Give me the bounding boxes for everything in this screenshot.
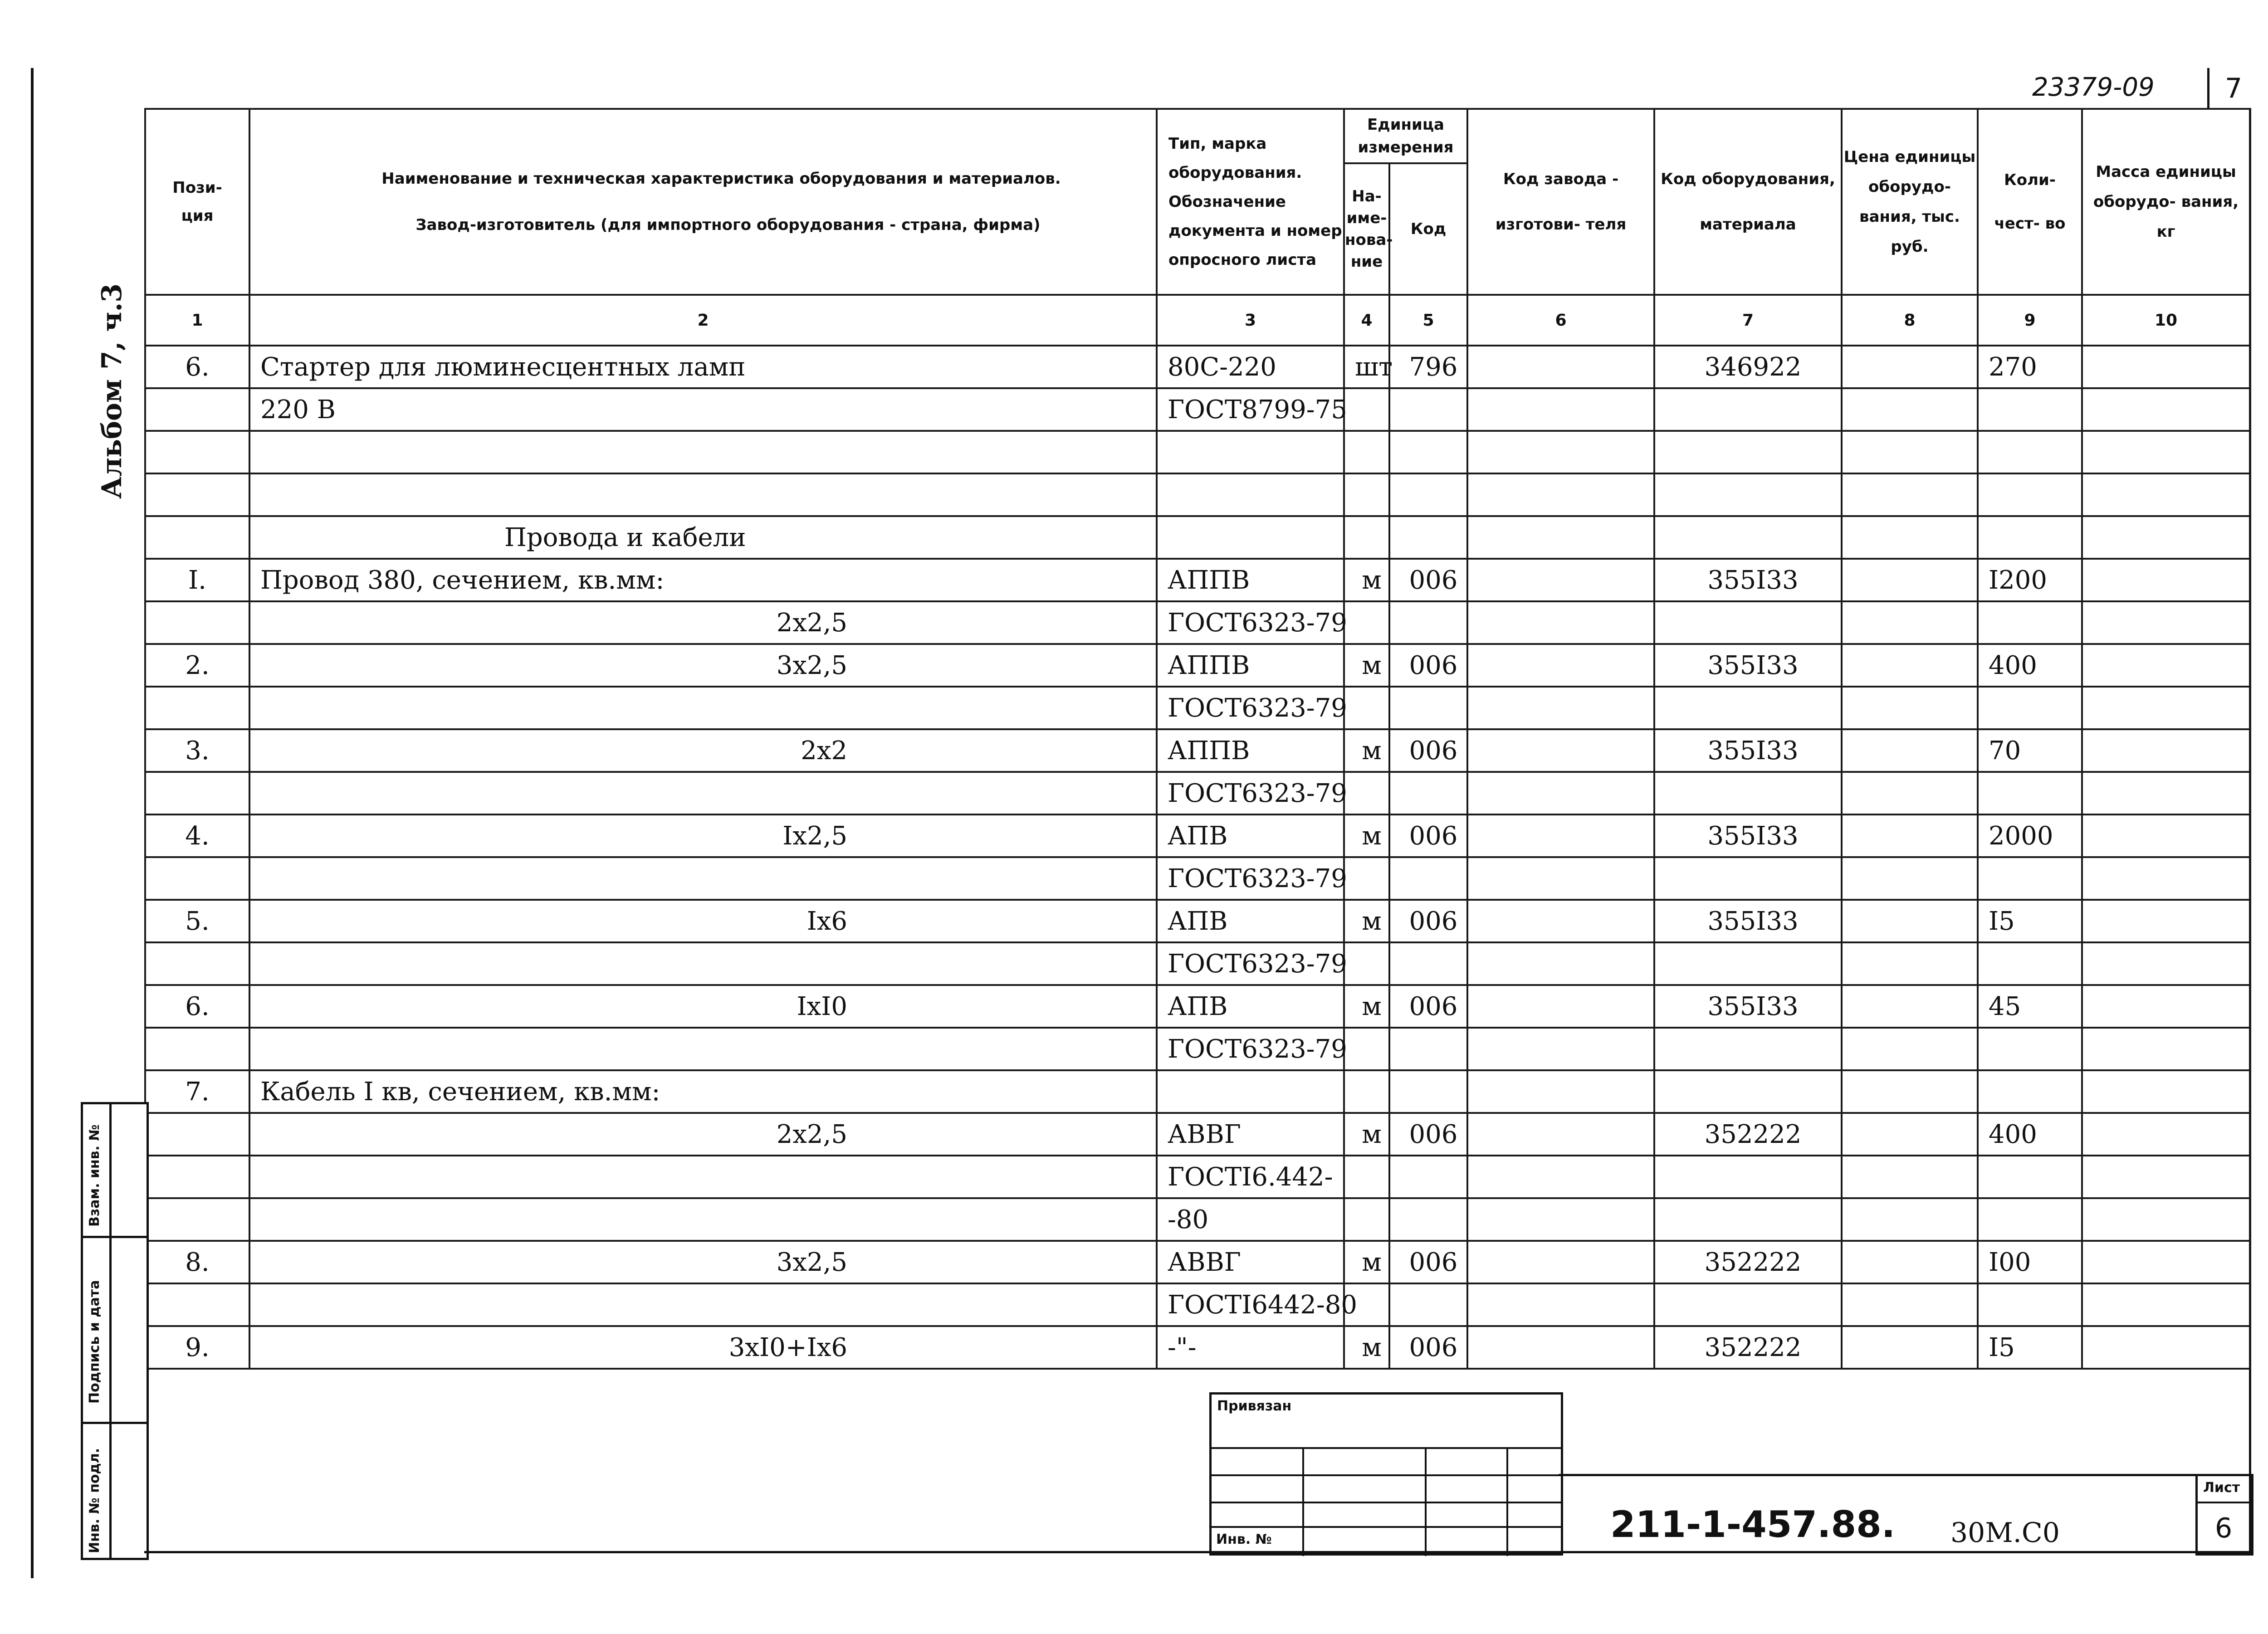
- row-name: 3хI0+Iх6: [249, 1326, 1157, 1369]
- row-position: [145, 601, 249, 644]
- top-right-divider: [2207, 68, 2209, 108]
- row-material-code: [1654, 1156, 1842, 1198]
- row-position: [145, 1113, 249, 1156]
- row-material-code: 355I33: [1654, 900, 1842, 942]
- table-row: [145, 729, 2250, 772]
- row-name: 2х2: [249, 729, 1157, 772]
- row-quantity: 2000: [1978, 815, 2082, 857]
- row-unit: м: [1344, 729, 1389, 772]
- row-price: [1842, 1113, 1978, 1156]
- header-mass: Масса единицы оборудо- вания, кг: [2082, 109, 2250, 295]
- row-quantity: [1978, 473, 2082, 516]
- row-mass: [2082, 1198, 2250, 1241]
- row-unit: м: [1344, 644, 1389, 687]
- row-unit: м: [1344, 815, 1389, 857]
- row-type: ГОСТ6323-79: [1157, 1028, 1344, 1070]
- row-material-code: 355I33: [1654, 985, 1842, 1028]
- row-price: [1842, 985, 1978, 1028]
- row-quantity: [1978, 388, 2082, 431]
- row-unit-code: [1389, 772, 1467, 815]
- row-factory-code: [1467, 1070, 1654, 1113]
- row-factory-code: [1467, 644, 1654, 687]
- row-material-code: [1654, 388, 1842, 431]
- row-type: АПВ: [1157, 900, 1344, 942]
- row-mass: [2082, 1156, 2250, 1198]
- row-factory-code: [1467, 346, 1654, 388]
- row-factory-code: [1467, 729, 1654, 772]
- row-position: 8.: [145, 1241, 249, 1283]
- table-row: [145, 473, 2250, 516]
- row-unit: [1344, 473, 1389, 516]
- row-unit: [1344, 1198, 1389, 1241]
- row-name: [249, 1028, 1157, 1070]
- row-price: [1842, 559, 1978, 601]
- row-unit-code: [1389, 601, 1467, 644]
- row-unit: [1344, 601, 1389, 644]
- row-unit: шт: [1344, 346, 1389, 388]
- row-unit-code: [1389, 687, 1467, 729]
- row-name: [249, 857, 1157, 900]
- doc-number-top: 23379-09: [2032, 73, 2155, 102]
- row-type: АППВ: [1157, 559, 1344, 601]
- table-row: [145, 900, 2250, 942]
- row-price: [1842, 601, 1978, 644]
- row-material-code: 355I33: [1654, 729, 1842, 772]
- row-position: 9.: [145, 1326, 249, 1369]
- row-position: 4.: [145, 815, 249, 857]
- row-unit: м: [1344, 985, 1389, 1028]
- row-type: ГОСТ8799-75: [1157, 388, 1344, 431]
- row-position: [145, 857, 249, 900]
- row-mass: [2082, 644, 2250, 687]
- row-position: 3.: [145, 729, 249, 772]
- row-position: 6.: [145, 985, 249, 1028]
- row-type: ГОСТ6323-79: [1157, 857, 1344, 900]
- header-unit: Единица измерения: [1344, 109, 1467, 163]
- row-quantity: [1978, 1283, 2082, 1326]
- row-name: [249, 1198, 1157, 1241]
- row-price: [1842, 644, 1978, 687]
- row-mass: [2082, 431, 2250, 473]
- row-quantity: 70: [1978, 729, 2082, 772]
- row-material-code: [1654, 1283, 1842, 1326]
- row-quantity: 400: [1978, 644, 2082, 687]
- bottom-frame-line: [144, 1551, 2251, 1553]
- table-row: [145, 1113, 2250, 1156]
- table-row: [145, 388, 2250, 431]
- row-quantity: [1978, 687, 2082, 729]
- row-material-code: 355I33: [1654, 559, 1842, 601]
- row-type: АВВГ: [1157, 1241, 1344, 1283]
- left-frame-line: [31, 68, 34, 1578]
- row-name: Iх2,5: [249, 815, 1157, 857]
- table-row: [145, 346, 2250, 388]
- row-type: 80С-220: [1157, 346, 1344, 388]
- row-unit: [1344, 516, 1389, 559]
- sheet-box: [2195, 1474, 2253, 1556]
- row-type: АПВ: [1157, 815, 1344, 857]
- row-factory-code: [1467, 601, 1654, 644]
- row-factory-code: [1467, 559, 1654, 601]
- row-mass: [2082, 729, 2250, 772]
- row-factory-code: [1467, 815, 1654, 857]
- row-quantity: [1978, 942, 2082, 985]
- row-name: Провода и кабели: [249, 516, 1157, 559]
- sheet-number: 6: [2215, 1512, 2233, 1544]
- row-material-code: 352222: [1654, 1113, 1842, 1156]
- table-row: [145, 1028, 2250, 1070]
- row-position: [145, 473, 249, 516]
- side-stamp-signature-date: Подпись и дата: [87, 1280, 103, 1404]
- row-name: IхI0: [249, 985, 1157, 1028]
- table-row: [145, 1326, 2250, 1369]
- row-mass: [2082, 1326, 2250, 1369]
- row-type: АППВ: [1157, 729, 1344, 772]
- row-unit-code: 006: [1389, 985, 1467, 1028]
- row-factory-code: [1467, 1283, 1654, 1326]
- row-factory-code: [1467, 985, 1654, 1028]
- row-type: [1157, 473, 1344, 516]
- row-price: [1842, 900, 1978, 942]
- row-price: [1842, 1198, 1978, 1241]
- row-position: [145, 687, 249, 729]
- row-material-code: [1654, 473, 1842, 516]
- table-row: [145, 942, 2250, 985]
- row-material-code: [1654, 431, 1842, 473]
- drawing-code: 30М.С0: [1950, 1517, 2060, 1549]
- row-factory-code: [1467, 1156, 1654, 1198]
- row-position: [145, 1198, 249, 1241]
- row-mass: [2082, 346, 2250, 388]
- row-price: [1842, 772, 1978, 815]
- row-price: [1842, 1070, 1978, 1113]
- row-name: [249, 431, 1157, 473]
- row-quantity: [1978, 1198, 2082, 1241]
- row-price: [1842, 815, 1978, 857]
- row-unit-code: [1389, 1070, 1467, 1113]
- row-price: [1842, 1326, 1978, 1369]
- row-material-code: [1654, 1028, 1842, 1070]
- row-factory-code: [1467, 857, 1654, 900]
- row-unit: [1344, 687, 1389, 729]
- row-mass: [2082, 388, 2250, 431]
- header-position: Пози- ция: [145, 109, 249, 295]
- row-mass: [2082, 473, 2250, 516]
- row-material-code: [1654, 601, 1842, 644]
- row-unit: [1344, 942, 1389, 985]
- row-quantity: [1978, 1070, 2082, 1113]
- row-mass: [2082, 687, 2250, 729]
- row-position: 7.: [145, 1070, 249, 1113]
- row-quantity: I00: [1978, 1241, 2082, 1283]
- row-name: 3х2,5: [249, 644, 1157, 687]
- header-price: Цена единицы оборудо- вания, тыс. руб.: [1842, 109, 1978, 295]
- header-material-code: Код оборудования, материала: [1654, 109, 1842, 295]
- row-quantity: [1978, 1028, 2082, 1070]
- row-price: [1842, 857, 1978, 900]
- row-position: [145, 1283, 249, 1326]
- row-type: ГОСТI6442-80: [1157, 1283, 1344, 1326]
- table-row: [145, 1283, 2250, 1326]
- row-unit: [1344, 1156, 1389, 1198]
- row-unit-code: [1389, 1028, 1467, 1070]
- row-mass: [2082, 815, 2250, 857]
- row-name: [249, 1283, 1157, 1326]
- header-quantity: Коли- чест- во: [1978, 109, 2082, 295]
- row-quantity: [1978, 1156, 2082, 1198]
- row-unit-code: [1389, 473, 1467, 516]
- row-factory-code: [1467, 772, 1654, 815]
- row-name: [249, 942, 1157, 985]
- row-name: [249, 473, 1157, 516]
- designation: 211-1-457.88.: [1610, 1503, 1896, 1546]
- sheet-label: Лист: [2203, 1480, 2240, 1496]
- table-row: [145, 772, 2250, 815]
- row-position: 6.: [145, 346, 249, 388]
- page-number-top: 7: [2225, 73, 2243, 104]
- row-name: Кабель I кв, сечением, кв.мм:: [249, 1070, 1157, 1113]
- row-material-code: 355I33: [1654, 815, 1842, 857]
- row-unit-code: 796: [1389, 346, 1467, 388]
- row-name: 3х2,5: [249, 1241, 1157, 1283]
- row-position: [145, 1028, 249, 1070]
- row-type: [1157, 516, 1344, 559]
- row-material-code: [1654, 1070, 1842, 1113]
- row-quantity: [1978, 516, 2082, 559]
- row-price: [1842, 1156, 1978, 1198]
- row-unit: м: [1344, 559, 1389, 601]
- table-row: [145, 815, 2250, 857]
- row-factory-code: [1467, 1241, 1654, 1283]
- row-material-code: 355I33: [1654, 644, 1842, 687]
- row-mass: [2082, 1070, 2250, 1113]
- table-row: [145, 431, 2250, 473]
- row-name: Iх6: [249, 900, 1157, 942]
- row-name: 220 В: [249, 388, 1157, 431]
- row-mass: [2082, 857, 2250, 900]
- side-stamp-replaced-inv: Взам. инв. №: [87, 1124, 103, 1227]
- row-type: -"-: [1157, 1326, 1344, 1369]
- row-position: 5.: [145, 900, 249, 942]
- row-unit: м: [1344, 1326, 1389, 1369]
- row-factory-code: [1467, 1113, 1654, 1156]
- row-price: [1842, 388, 1978, 431]
- row-quantity: I200: [1978, 559, 2082, 601]
- row-unit: [1344, 431, 1389, 473]
- row-mass: [2082, 516, 2250, 559]
- row-position: [145, 1156, 249, 1198]
- row-type: ГОСТ6323-79: [1157, 601, 1344, 644]
- row-quantity: [1978, 601, 2082, 644]
- row-factory-code: [1467, 1326, 1654, 1369]
- row-name: Провод 380, сечением, кв.мм:: [249, 559, 1157, 601]
- row-factory-code: [1467, 900, 1654, 942]
- row-factory-code: [1467, 516, 1654, 559]
- title-block-top-line: [1559, 1474, 2251, 1476]
- row-quantity: 45: [1978, 985, 2082, 1028]
- row-unit: м: [1344, 1113, 1389, 1156]
- row-type: ГОСТ6323-79: [1157, 687, 1344, 729]
- table-row: [145, 1241, 2250, 1283]
- row-type: АППВ: [1157, 644, 1344, 687]
- row-price: [1842, 473, 1978, 516]
- row-position: [145, 942, 249, 985]
- row-material-code: 346922: [1654, 346, 1842, 388]
- row-quantity: [1978, 857, 2082, 900]
- row-position: [145, 516, 249, 559]
- row-mass: [2082, 601, 2250, 644]
- row-position: [145, 431, 249, 473]
- row-unit: м: [1344, 900, 1389, 942]
- row-quantity: I5: [1978, 1326, 2082, 1369]
- row-material-code: [1654, 516, 1842, 559]
- table-row: [145, 857, 2250, 900]
- row-price: [1842, 1028, 1978, 1070]
- row-name: [249, 772, 1157, 815]
- row-factory-code: [1467, 942, 1654, 985]
- row-material-code: [1654, 687, 1842, 729]
- row-unit-code: [1389, 1156, 1467, 1198]
- row-factory-code: [1467, 388, 1654, 431]
- row-price: [1842, 346, 1978, 388]
- row-unit: [1344, 1028, 1389, 1070]
- row-factory-code: [1467, 431, 1654, 473]
- row-name: 2х2,5: [249, 601, 1157, 644]
- row-unit-code: [1389, 388, 1467, 431]
- header-unit-code: Код: [1389, 163, 1467, 295]
- row-quantity: 270: [1978, 346, 2082, 388]
- row-type: [1157, 431, 1344, 473]
- table-row: [145, 1156, 2250, 1198]
- row-unit-code: 006: [1389, 644, 1467, 687]
- row-name: [249, 1156, 1157, 1198]
- row-material-code: [1654, 942, 1842, 985]
- row-unit-code: 006: [1389, 900, 1467, 942]
- attached-label: Привязан: [1217, 1398, 1292, 1414]
- specification-table: [144, 108, 2251, 1370]
- row-price: [1842, 729, 1978, 772]
- row-mass: [2082, 985, 2250, 1028]
- row-mass: [2082, 900, 2250, 942]
- row-unit-code: 006: [1389, 1326, 1467, 1369]
- row-price: [1842, 942, 1978, 985]
- row-position: I.: [145, 559, 249, 601]
- column-number-row: 1 2 3 4 5 6 7 8 9 10: [145, 295, 2250, 346]
- row-mass: [2082, 772, 2250, 815]
- row-unit: [1344, 857, 1389, 900]
- row-type: ГОСТ6323-79: [1157, 942, 1344, 985]
- row-price: [1842, 687, 1978, 729]
- row-price: [1842, 1241, 1978, 1283]
- row-quantity: I5: [1978, 900, 2082, 942]
- row-material-code: 352222: [1654, 1326, 1842, 1369]
- row-name: [249, 687, 1157, 729]
- row-factory-code: [1467, 687, 1654, 729]
- row-mass: [2082, 1283, 2250, 1326]
- header-factory-code: Код завода - изготови- теля: [1467, 109, 1654, 295]
- table-row: [145, 687, 2250, 729]
- table-row: [145, 644, 2250, 687]
- row-quantity: [1978, 772, 2082, 815]
- row-price: [1842, 431, 1978, 473]
- row-position: 2.: [145, 644, 249, 687]
- row-material-code: [1654, 772, 1842, 815]
- row-factory-code: [1467, 1198, 1654, 1241]
- row-unit: м: [1344, 1241, 1389, 1283]
- side-stamp: [81, 1102, 149, 1560]
- row-type: [1157, 1070, 1344, 1113]
- row-unit-code: 006: [1389, 559, 1467, 601]
- table-row: [145, 601, 2250, 644]
- row-name: Стартер для люминесцентных ламп: [249, 346, 1157, 388]
- row-unit-code: [1389, 1198, 1467, 1241]
- header-type: Тип, марка оборудования. Обозначение документа и номер опросного листа: [1157, 109, 1344, 295]
- row-unit-code: [1389, 857, 1467, 900]
- table-row: [145, 1070, 2250, 1113]
- row-mass: [2082, 1113, 2250, 1156]
- table-row: [145, 516, 2250, 559]
- row-price: [1842, 1283, 1978, 1326]
- side-stamp-original-inv: Инв. № подл.: [87, 1448, 103, 1553]
- row-type: ГОСТI6.442-: [1157, 1156, 1344, 1198]
- row-type: АПВ: [1157, 985, 1344, 1028]
- row-unit-code: [1389, 431, 1467, 473]
- row-unit: [1344, 772, 1389, 815]
- row-material-code: [1654, 857, 1842, 900]
- row-factory-code: [1467, 1028, 1654, 1070]
- row-mass: [2082, 942, 2250, 985]
- header-unit-name: На- име- нова- ние: [1344, 163, 1389, 295]
- row-unit-code: 006: [1389, 729, 1467, 772]
- table-row: [145, 559, 2250, 601]
- row-position: [145, 772, 249, 815]
- header-name: Наименование и техническая характеристика оборудования и материалов. Завод-изготовитель (для импортного оборудования - страна, фирма): [249, 109, 1157, 295]
- row-unit-code: [1389, 942, 1467, 985]
- table-row: [145, 1198, 2250, 1241]
- row-material-code: 352222: [1654, 1241, 1842, 1283]
- row-position: [145, 388, 249, 431]
- row-mass: [2082, 559, 2250, 601]
- row-unit-code: [1389, 1283, 1467, 1326]
- row-unit-code: [1389, 516, 1467, 559]
- row-name: 2х2,5: [249, 1113, 1157, 1156]
- row-unit: [1344, 1070, 1389, 1113]
- row-mass: [2082, 1241, 2250, 1283]
- row-type: АВВГ: [1157, 1113, 1344, 1156]
- inv-number-label: Инв. №: [1216, 1532, 1272, 1547]
- table-row: [145, 985, 2250, 1028]
- row-quantity: [1978, 431, 2082, 473]
- row-mass: [2082, 1028, 2250, 1070]
- row-unit-code: 006: [1389, 1113, 1467, 1156]
- row-unit: [1344, 388, 1389, 431]
- row-price: [1842, 516, 1978, 559]
- album-label: Альбом 7, ч.3: [96, 283, 128, 499]
- row-factory-code: [1467, 473, 1654, 516]
- row-material-code: [1654, 1198, 1842, 1241]
- row-quantity: 400: [1978, 1113, 2082, 1156]
- row-type: -80: [1157, 1198, 1344, 1241]
- row-unit-code: 006: [1389, 1241, 1467, 1283]
- row-type: ГОСТ6323-79: [1157, 772, 1344, 815]
- attached-stamp: [1209, 1392, 1563, 1556]
- row-unit-code: 006: [1389, 815, 1467, 857]
